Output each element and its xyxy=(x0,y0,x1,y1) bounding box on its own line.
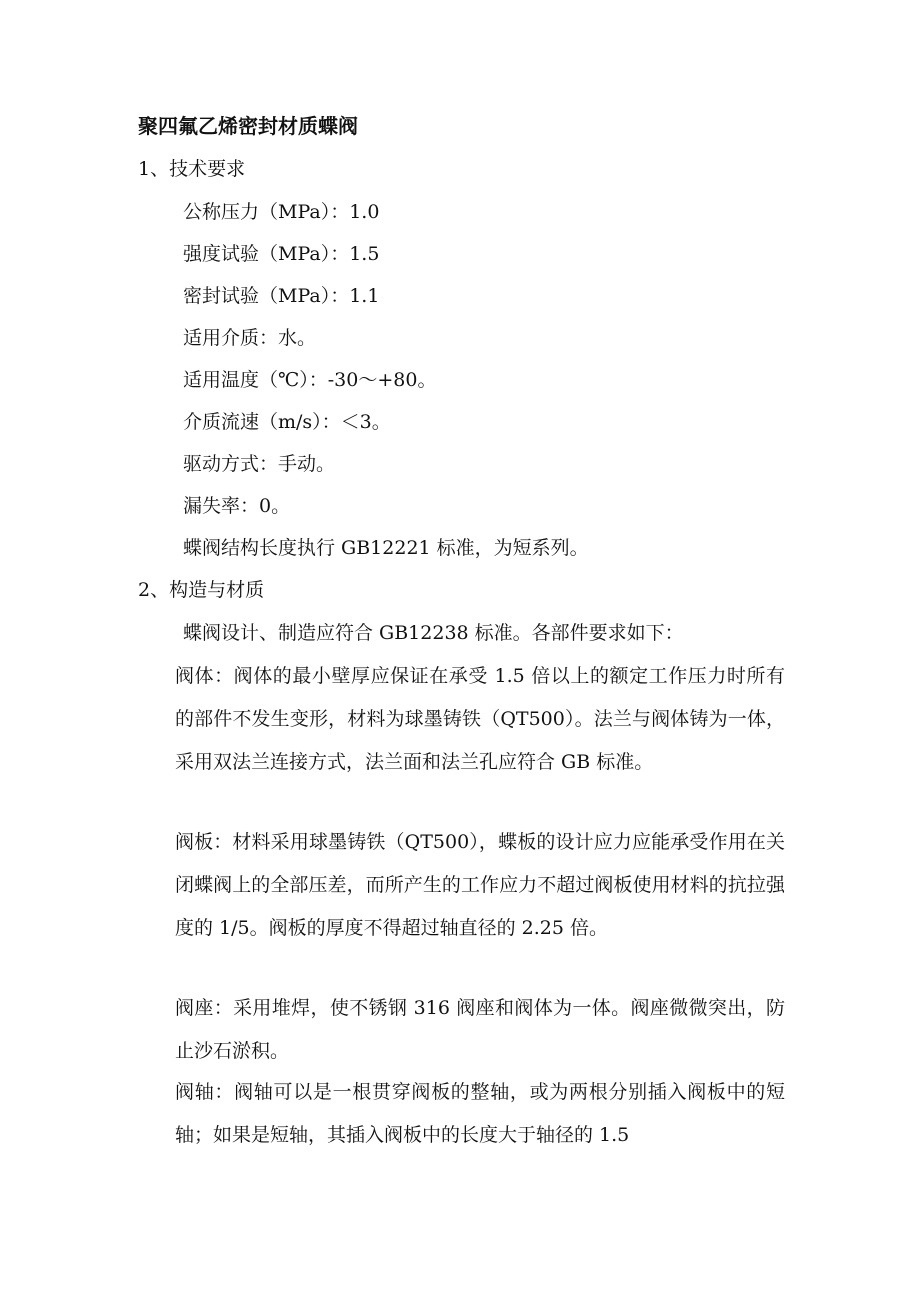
spec-temperature: 适用温度（℃）：-30～+80。 xyxy=(183,369,437,391)
paragraph-valve-seat: 阀座：采用堆焊，使不锈钢 316 阀座和阀体为一体。阀座微微突出，防止沙石淤积。 xyxy=(175,997,785,1062)
spec-drive-mode: 驱动方式：手动。 xyxy=(183,453,336,475)
paragraph-valve-shaft: 阀轴：阀轴可以是一根贯穿阀板的整轴，或为两根分别插入阀板中的短轴；如果是短轴，其插入阀板中的长度大于轴径的 1.5 xyxy=(175,1081,785,1146)
spec-strength-test: 强度试验（MPa）：1.5 xyxy=(183,243,380,265)
spec-flow-velocity: 介质流速（m/s）：＜3。 xyxy=(183,411,391,433)
section-heading-technical-requirements: 1、技术要求 xyxy=(138,158,246,180)
paragraph-valve-body: 阀体：阀体的最小壁厚应保证在承受 1.5 倍以上的额定工作压力时所有的部件不发生变形，材料为球墨铸铁（QT500）。法兰与阀体铸为一体，采用双法兰连接方式，法兰面和法兰孔应符合 GB 标准。 xyxy=(175,665,785,773)
spec-nominal-pressure: 公称压力（MPa）：1.0 xyxy=(183,201,380,223)
spec-seal-test: 密封试验（MPa）：1.1 xyxy=(183,285,380,307)
spec-medium: 适用介质：水。 xyxy=(183,327,317,349)
construction-intro: 蝶阀设计、制造应符合 GB12238 标准。各部件要求如下： xyxy=(183,622,684,644)
section-heading-construction-materials: 2、构造与材质 xyxy=(138,579,265,601)
spec-structure-length: 蝶阀结构长度执行 GB12221 标准，为短系列。 xyxy=(183,537,589,559)
paragraph-valve-disc: 阀板：材料采用球墨铸铁（QT500），蝶板的设计应力应能承受作用在关闭蝶阀上的全部压差，而所产生的工作应力不超过阀板使用材料的抗拉强度的 1/5。阀板的厚度不得超过轴直径的 2.25 倍。 xyxy=(175,831,785,939)
document-title: 聚四氟乙烯密封材质蝶阀 xyxy=(138,114,358,138)
spec-leakage-rate: 漏失率：0。 xyxy=(183,495,291,517)
